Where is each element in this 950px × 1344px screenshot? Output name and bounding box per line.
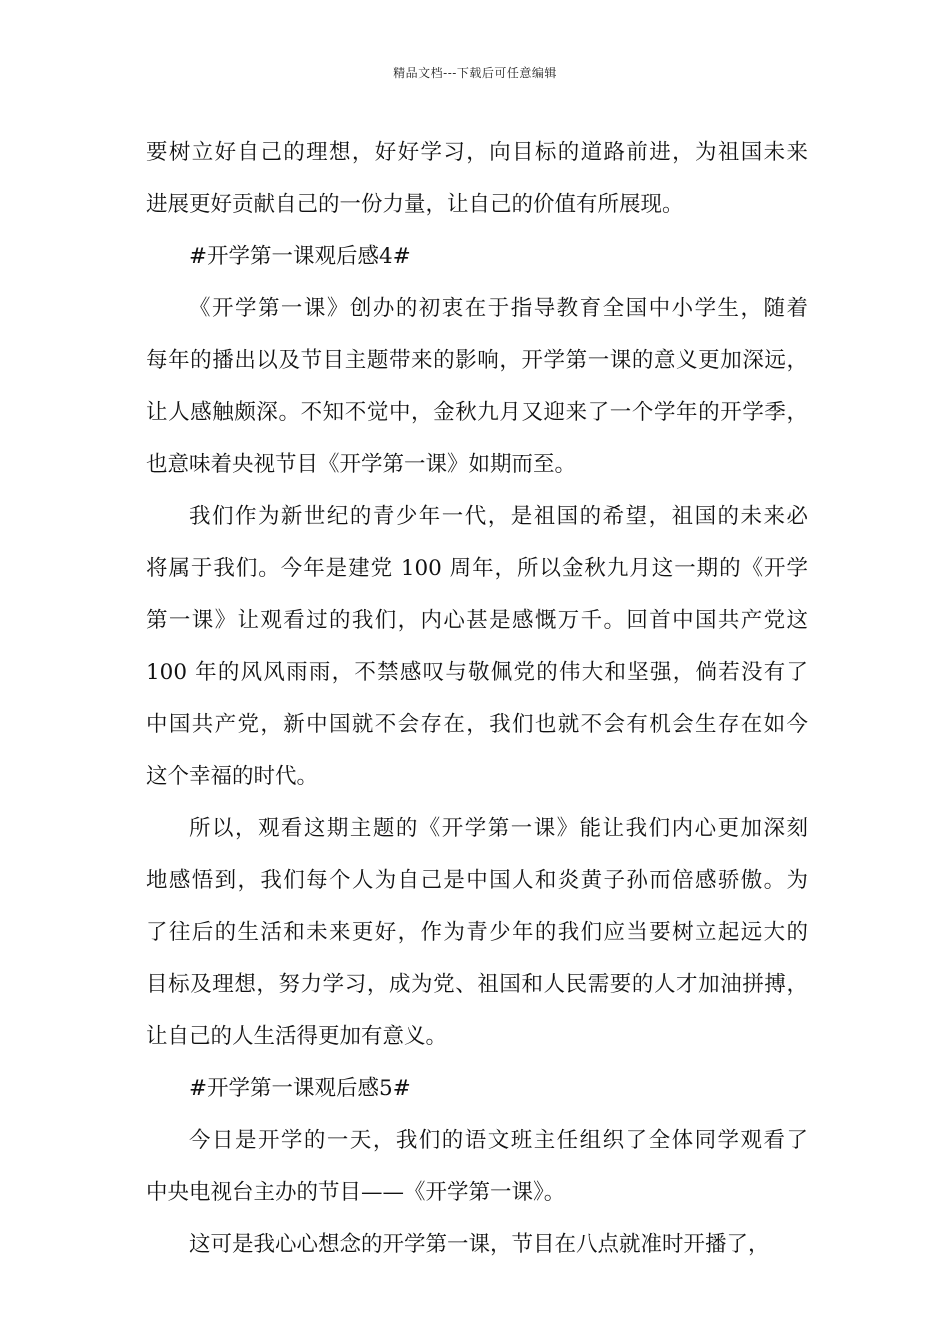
text-line: 我们作为新世纪的青少年一代，是祖国的希望，祖国的未来必 — [189, 504, 808, 529]
text-line: 也意味着央视节目《开学第一课》如期而至。 — [146, 452, 577, 477]
text-line: 让自己的人生活得更加有意义。 — [146, 1024, 448, 1049]
page-header: 精品文档---下载后可任意编辑 — [393, 66, 557, 80]
text-line: 《开学第一课》创办的初衷在于指导教育全国中小学生，随着 — [189, 296, 808, 321]
text-line: 中国共产党，新中国就不会存在，我们也就不会有机会生存在如今 — [146, 712, 808, 737]
text-line: 进展更好贡献自己的一份力量，让自己的价值有所展现。 — [146, 192, 684, 217]
text-line: 这个幸福的时代。 — [146, 764, 319, 789]
text-line: 今日是开学的一天，我们的语文班主任组织了全体同学观看了 — [189, 1128, 808, 1153]
text-line: 这可是我心心想念的开学第一课，节目在八点就准时开播了， — [189, 1232, 770, 1257]
text-line: 所以，观看这期主题的《开学第一课》能让我们内心更加深刻 — [189, 816, 808, 841]
text-line: 将属于我们。今年是建党 100 周年，所以金秋九月这一期的《开学 — [146, 556, 808, 581]
text-line: 目标及理想，努力学习，成为党、祖国和人民需要的人才加油拼搏， — [146, 972, 808, 997]
text-line: 让人感触颇深。不知不觉中，金秋九月又迎来了一个学年的开学季， — [146, 400, 808, 425]
text-line: 100 年的风风雨雨，不禁感叹与敬佩党的伟大和坚强，倘若没有了 — [146, 660, 808, 685]
document-body — [146, 127, 808, 1271]
section-heading: #开学第一课观后感5# — [189, 1076, 411, 1101]
text-line: 中央电视台主办的节目——《开学第一课》。 — [146, 1180, 566, 1205]
text-line: 了往后的生活和未来更好，作为青少年的我们应当要树立起远大的 — [146, 920, 808, 945]
section-heading: #开学第一课观后感4# — [189, 244, 411, 269]
text-line: 第一课》让观看过的我们，内心甚是感慨万千。回首中国共产党这 — [146, 608, 808, 633]
text-line: 地感悟到，我们每个人为自己是中国人和炎黄子孙而倍感骄傲。为 — [146, 868, 808, 893]
text-line: 要树立好自己的理想，好好学习，向目标的道路前进，为祖国未来 — [146, 140, 808, 165]
text-line: 每年的播出以及节目主题带来的影响，开学第一课的意义更加深远， — [146, 348, 808, 373]
